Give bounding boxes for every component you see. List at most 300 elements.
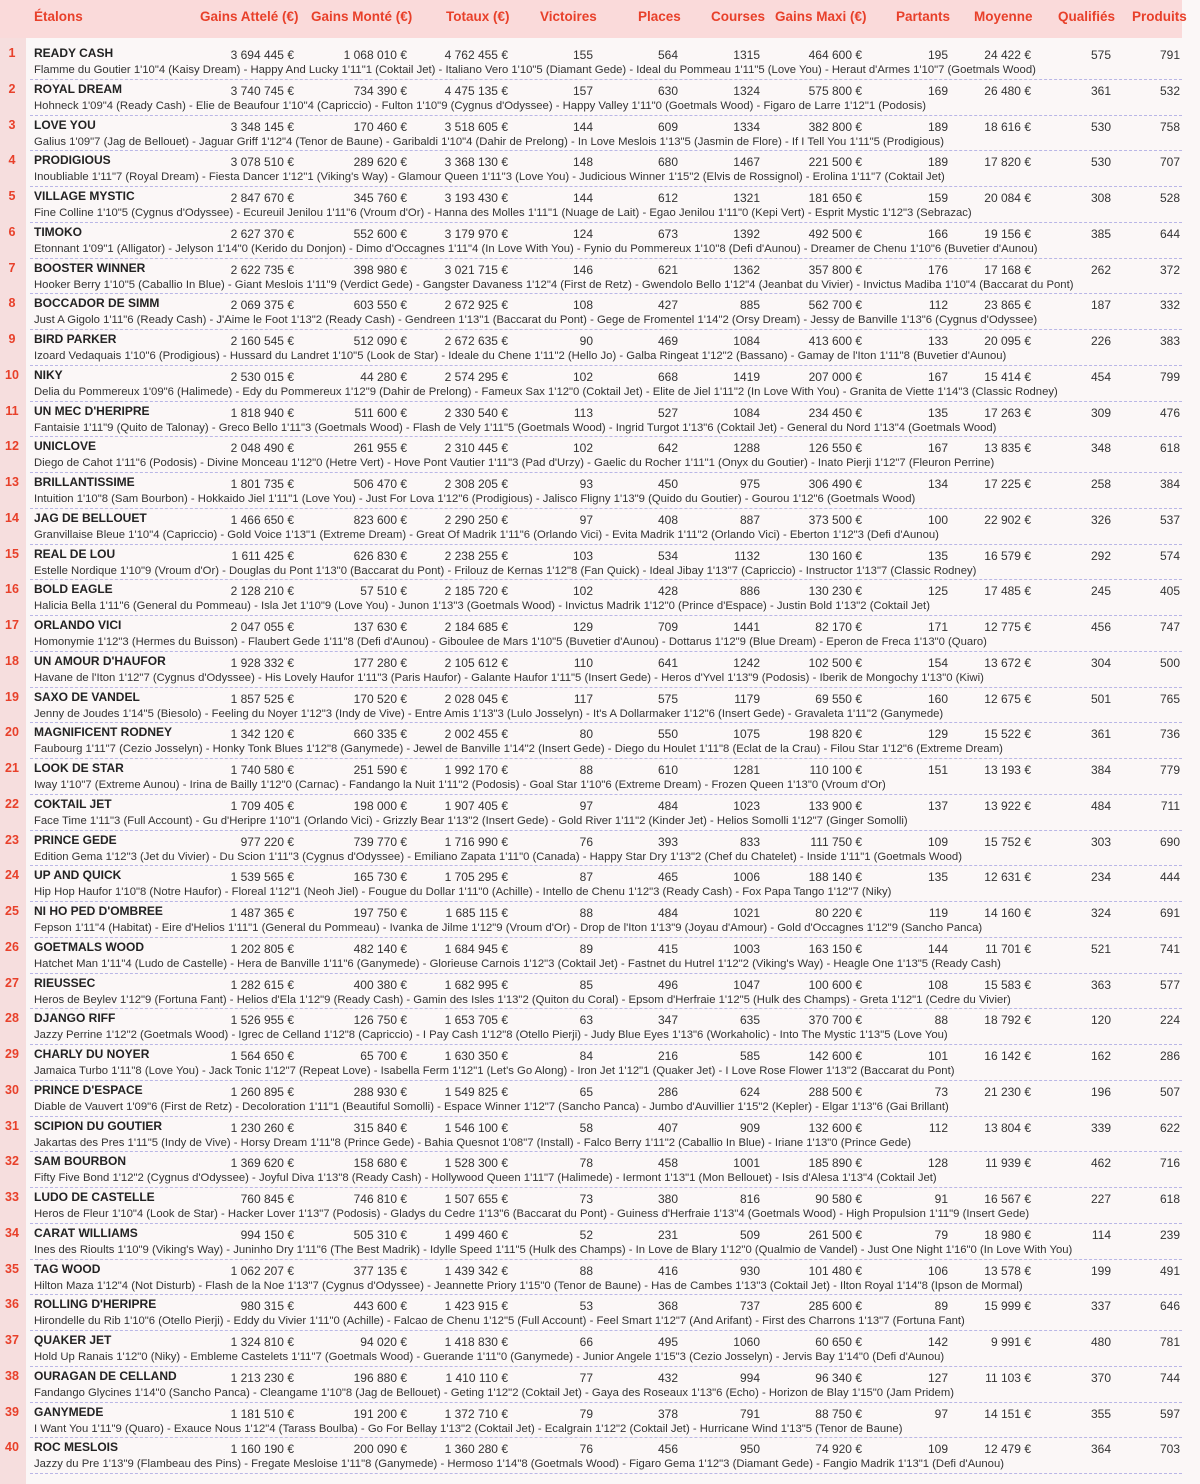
places: 673 <box>657 226 678 241</box>
partants: 195 <box>927 48 948 62</box>
header-gains-monte: Gains Monté (€) <box>311 9 413 24</box>
places: 427 <box>657 298 678 313</box>
courses: 1132 <box>734 548 760 563</box>
totaux: 2 002 455 € <box>444 727 508 742</box>
victoires: 73 <box>579 1192 593 1206</box>
places: 609 <box>657 119 678 134</box>
courses: 1392 <box>733 226 760 241</box>
partants: 108 <box>927 977 948 992</box>
gains-attele: 1 564 650 € <box>230 1049 294 1063</box>
qualifies: 303 <box>1090 834 1111 849</box>
victoires: 157 <box>572 83 593 98</box>
table-row <box>0 437 1182 473</box>
gains-maxi: 101 480 € <box>808 1263 862 1278</box>
gains-maxi: 221 500 € <box>808 155 862 170</box>
totaux: 2 238 255 € <box>444 548 508 563</box>
totaux: 1 360 280 € <box>444 1442 508 1457</box>
gains-maxi: 132 600 € <box>808 1120 862 1135</box>
partants: 169 <box>927 83 948 98</box>
produits: 618 <box>1159 1192 1180 1206</box>
gains-maxi: 492 500 € <box>808 226 862 241</box>
rank: 28 <box>5 1011 19 1026</box>
partants: 89 <box>934 1299 948 1314</box>
partants: 112 <box>928 1120 948 1135</box>
qualifies: 339 <box>1090 1120 1111 1135</box>
table-row <box>0 330 1182 366</box>
stallion-name: GOETMALS WOOD <box>34 939 144 954</box>
gains-maxi: 207 000 € <box>808 369 862 384</box>
gains-attele: 3 078 510 € <box>230 155 294 170</box>
moyenne: 11 103 € <box>985 1370 1031 1385</box>
produits: 618 <box>1159 441 1180 456</box>
gains-attele: 3 740 745 € <box>230 83 294 98</box>
gains-monte: 511 600 € <box>354 405 407 420</box>
gains-monte: 137 630 € <box>353 620 407 634</box>
courses: 1334 <box>733 119 760 134</box>
totaux: 3 021 715 € <box>444 262 508 277</box>
rank: 22 <box>5 796 19 811</box>
best-progeny: Hatchet Man 1'11"4 (Ludo de Castelle) - Hera de Banville 1'11"6 (Ganymede) - Glorieuse Carnois 1'12"3 (Coktail Jet) - Fastnet du Hutrel 1'12"2 (Viking's Way) - Heagle One 1'13"5 (Ready Cash) <box>34 957 1001 970</box>
table-row <box>0 1403 1182 1439</box>
courses: 1075 <box>733 727 760 742</box>
table-row <box>0 1152 1182 1188</box>
best-progeny: Heros de Fleur 1'10"4 (Look de Star) - Hacker Lover 1'13"7 (Podosis) - Gladys du Cedre 1'13"6 (Baccarat du Pont) - Guiness d'Herfraie 1'13"4 (Goetmals Wood) - High Propulsion 1'11"9 (Insert Gede) <box>34 1208 1030 1220</box>
gains-attele: 1 324 810 € <box>230 1335 294 1349</box>
places: 630 <box>657 83 678 98</box>
best-progeny: Inoubliable 1'11"7 (Royal Dream) - Fiesta Dancer 1'12"1 (Viking's Way) - Glamour Queen 1'11"3 (Love You) - Judicious Winner 1'15"2 (Elvis de Rossignol) - Erolina 1'11"7 (Coktail Jet) <box>34 171 945 184</box>
rank: 30 <box>5 1082 19 1097</box>
gains-maxi: 133 900 € <box>808 798 862 813</box>
gains-attele: 2 627 370 € <box>230 226 294 241</box>
header-partants: Partants <box>896 9 951 24</box>
gains-attele: 1 160 190 € <box>230 1442 294 1457</box>
gains-attele: 1 857 525 € <box>230 691 294 706</box>
totaux: 2 184 685 € <box>444 620 508 634</box>
victoires: 129 <box>572 620 593 634</box>
victoires: 76 <box>579 834 593 849</box>
totaux: 1 528 300 € <box>444 1156 508 1171</box>
best-progeny: Ines des Rioults 1'10"9 (Viking's Way) - Juninho Dry 1'11"6 (The Best Madrik) - Idylle Speed 1'11"5 (Hulk des Champs) - In Love de Blary 1'12"0 (Qualmio de Vandel) - Just One Night 1'16"0 (In Love With You) <box>34 1243 1073 1256</box>
places: 564 <box>657 48 678 62</box>
totaux: 2 672 635 € <box>444 334 508 348</box>
produits: 765 <box>1159 691 1180 706</box>
rank: 25 <box>5 904 19 918</box>
partants: 171 <box>927 620 948 634</box>
stallion-name: REAL DE LOU <box>34 546 116 561</box>
places: 432 <box>657 1370 678 1385</box>
partants: 176 <box>927 262 948 277</box>
table-row <box>0 187 1182 223</box>
moyenne: 17 820 € <box>984 155 1031 170</box>
courses: 1441 <box>733 620 760 634</box>
courses: 509 <box>739 1227 760 1242</box>
produits: 741 <box>1159 941 1180 956</box>
table-row <box>0 545 1182 581</box>
courses: 887 <box>739 512 760 527</box>
qualifies: 234 <box>1090 870 1111 885</box>
gains-monte: 512 090 € <box>353 334 407 348</box>
courses: 1362 <box>733 262 760 277</box>
rank: 4 <box>8 153 16 168</box>
victoires: 146 <box>572 262 593 277</box>
places: 465 <box>657 870 678 885</box>
totaux: 2 672 925 € <box>444 298 508 313</box>
qualifies: 355 <box>1090 1406 1111 1421</box>
moyenne: 15 999 € <box>984 1299 1031 1314</box>
best-progeny: Fantaisie 1'11"9 (Quito de Talonay) - Greco Bello 1'11"3 (Goetmals Wood) - Flash de Vely 1'11"5 (Goetmals Wood) - Ingrid Turgot 1'13"6 (Coktail Jet) - General du Nord 1'13"4 (Goetmals Wood) <box>34 421 997 434</box>
table-row <box>0 1438 1182 1474</box>
victoires: 102 <box>572 441 593 456</box>
gains-monte: 196 880 € <box>353 1370 407 1385</box>
produits: 791 <box>1159 48 1180 62</box>
courses: 816 <box>739 1192 760 1206</box>
gains-monte: 660 335 € <box>353 727 407 742</box>
moyenne: 18 792 € <box>984 1013 1031 1028</box>
moyenne: 18 616 € <box>984 119 1031 134</box>
moyenne: 15 522 € <box>984 727 1031 742</box>
places: 610 <box>657 763 678 777</box>
places: 709 <box>657 620 678 634</box>
rank: 16 <box>5 582 19 597</box>
qualifies: 120 <box>1090 1013 1111 1028</box>
produits: 528 <box>1159 191 1180 205</box>
totaux: 2 308 205 € <box>444 477 508 491</box>
produits: 224 <box>1159 1013 1180 1028</box>
totaux: 1 685 115 € <box>445 906 508 920</box>
gains-attele: 1 213 230 € <box>230 1370 294 1385</box>
rank: 13 <box>5 475 19 489</box>
gains-attele: 2 160 545 € <box>230 334 294 348</box>
best-progeny: Diego de Cahot 1'11"6 (Podosis) - Divine Monceau 1'12"0 (Hetre Vert) - Hove Pont Vautier 1'11"3 (Pad d'Urzy) - Gaelic du Rocher 1'11"1 (Onyx du Goutier) - Inato Pierji 1'12"7 (Fleuron Perrine) <box>34 457 995 470</box>
gains-maxi: 185 890 € <box>808 1156 862 1171</box>
courses: 1467 <box>733 155 760 170</box>
produits: 646 <box>1159 1299 1180 1314</box>
moyenne: 13 835 € <box>984 441 1031 456</box>
courses: 1419 <box>733 369 760 384</box>
produits: 644 <box>1159 226 1180 241</box>
gains-maxi: 562 700 € <box>808 298 862 313</box>
gains-attele: 1 709 405 € <box>230 798 294 813</box>
stallion-name: BOOSTER WINNER <box>34 260 146 275</box>
gains-monte: 191 200 € <box>353 1406 407 1421</box>
gains-monte: 251 590 € <box>353 763 407 777</box>
header-gains-maxi: Gains Maxi (€) <box>775 9 867 24</box>
produits: 690 <box>1159 834 1180 849</box>
qualifies: 292 <box>1090 548 1111 563</box>
stallion-name: TAG WOOD <box>34 1261 101 1276</box>
victoires: 97 <box>579 512 593 527</box>
places: 368 <box>657 1299 678 1314</box>
table-row <box>0 1260 1182 1296</box>
gains-monte: 197 750 € <box>353 906 407 920</box>
gains-monte: 170 520 € <box>353 691 407 706</box>
victoires: 103 <box>572 548 593 563</box>
moyenne: 15 414 € <box>984 369 1031 384</box>
table-header <box>0 0 1187 38</box>
places: 484 <box>657 906 678 920</box>
gains-attele: 3 694 445 € <box>230 48 294 62</box>
best-progeny: Just A Gigolo 1'11"6 (Ready Cash) - J'Aime le Foot 1'13"2 (Ready Cash) - Gendreen 1'13"1 (Baccarat du Pont) - Gege de Fromentel 1'14"2 (Orsy Dream) - Jessy de Banville 1'13"6 (Cygnus d'Odyssee) <box>34 314 1038 327</box>
totaux: 1 716 990 € <box>444 834 508 849</box>
produits: 491 <box>1159 1263 1180 1278</box>
gains-monte: 443 600 € <box>353 1299 407 1314</box>
moyenne: 23 865 € <box>984 298 1031 313</box>
courses: 1023 <box>733 798 760 813</box>
gains-maxi: 102 500 € <box>808 655 862 670</box>
produits: 622 <box>1159 1120 1180 1135</box>
produits: 532 <box>1159 83 1180 98</box>
stallion-name: LUDO DE CASTELLE <box>34 1190 155 1204</box>
moyenne: 26 480 € <box>984 83 1031 98</box>
produits: 577 <box>1159 977 1180 992</box>
totaux: 2 028 045 € <box>444 691 508 706</box>
gains-maxi: 90 580 € <box>815 1192 862 1206</box>
rank: 35 <box>5 1261 19 1276</box>
qualifies: 309 <box>1090 405 1111 420</box>
stallion-name: UNICLOVE <box>34 439 97 454</box>
victoires: 93 <box>579 477 593 491</box>
partants: 88 <box>934 1013 948 1028</box>
best-progeny: Etonnant 1'09"1 (Alligator) - Jelyson 1'14"0 (Kerido du Donjon) - Dimo d'Occagnes 1'11"4 (In Love With You) - Fynio du Pommereux 1'10"8 (Defi d'Aunou) - Dreamer de Chenu 1'10"6 (Buvetier d'Aunou) <box>34 242 1038 255</box>
places: 550 <box>657 727 678 742</box>
victoires: 89 <box>579 941 593 956</box>
table-row <box>0 938 1182 974</box>
gains-monte: 739 770 € <box>353 834 407 849</box>
courses: 1047 <box>733 977 760 992</box>
courses: 1003 <box>733 941 760 956</box>
gains-monte: 289 620 € <box>353 155 407 170</box>
gains-attele: 977 220 € <box>240 834 294 849</box>
gains-attele: 3 348 145 € <box>230 119 294 134</box>
victoires: 148 <box>572 155 593 170</box>
courses: 1281 <box>733 763 760 777</box>
rank: 24 <box>5 868 19 883</box>
gains-maxi: 464 600 € <box>808 48 862 62</box>
table-row <box>0 473 1182 509</box>
places: 393 <box>657 834 678 849</box>
table-row <box>0 402 1182 438</box>
victoires: 76 <box>579 1442 593 1457</box>
stallion-name: CARAT WILLIAMS <box>34 1225 138 1240</box>
table-row <box>0 294 1182 330</box>
courses: 1242 <box>733 655 760 670</box>
courses: 1001 <box>733 1156 760 1171</box>
places: 621 <box>657 262 678 277</box>
courses: 885 <box>739 298 760 313</box>
produits: 239 <box>1159 1227 1180 1242</box>
moyenne: 9 991 € <box>990 1335 1031 1349</box>
best-progeny: Hip Hop Haufor 1'10"8 (Notre Haufor) - Floreal 1'12"1 (Neoh Jiel) - Fougue du Dollar 1'11"0 (Achille) - Intello de Chenu 1'12"3 (Ready Cash) - Fox Papa Tango 1'12"7 (Niky) <box>34 886 892 899</box>
gains-monte: 482 140 € <box>353 941 407 956</box>
moyenne: 24 422 € <box>984 48 1031 62</box>
gains-monte: 261 955 € <box>353 441 407 456</box>
gains-maxi: 163 150 € <box>808 941 862 956</box>
qualifies: 501 <box>1090 691 1111 706</box>
places: 415 <box>657 941 678 956</box>
gains-monte: 345 760 € <box>353 191 407 205</box>
rank: 27 <box>5 975 19 990</box>
places: 469 <box>657 334 678 348</box>
partants: 129 <box>927 727 948 742</box>
gains-maxi: 69 550 € <box>815 691 862 706</box>
stallion-table-body <box>0 44 1182 1474</box>
produits: 744 <box>1159 1370 1180 1385</box>
partants: 112 <box>928 298 948 313</box>
stallion-name: UN AMOUR D'HAUFOR <box>34 653 166 668</box>
rank: 21 <box>5 761 19 775</box>
rank: 33 <box>5 1190 19 1204</box>
victoires: 102 <box>572 369 593 384</box>
gains-monte: 377 135 € <box>353 1263 407 1278</box>
qualifies: 187 <box>1090 298 1111 313</box>
totaux: 1 907 405 € <box>444 798 508 813</box>
qualifies: 226 <box>1090 334 1111 348</box>
rank: 18 <box>5 653 19 668</box>
victoires: 124 <box>572 226 593 241</box>
table-row <box>0 1295 1182 1331</box>
courses: 1324 <box>733 83 760 98</box>
produits: 703 <box>1159 1442 1180 1457</box>
victoires: 85 <box>579 977 593 992</box>
gains-maxi: 575 800 € <box>808 83 862 98</box>
rank: 17 <box>5 618 19 632</box>
moyenne: 14 160 € <box>984 906 1031 920</box>
victoires: 53 <box>579 1299 593 1314</box>
qualifies: 262 <box>1090 262 1111 277</box>
moyenne: 15 752 € <box>984 834 1031 849</box>
rank: 5 <box>8 189 16 203</box>
best-progeny: Fandango Glycines 1'14"0 (Sancho Panca) - Cleangame 1'10"8 (Jag de Bellouet) - Geting 1'12"2 (Coktail Jet) - Gaya des Roseaux 1'13"6 (Echo) - Horizon de Blay 1'15"0 (Jam Pridem) <box>34 1386 954 1399</box>
stallion-name: SCIPION DU GOUTIER <box>34 1118 163 1133</box>
gains-attele: 2 047 055 € <box>230 620 294 634</box>
qualifies: 363 <box>1090 977 1111 992</box>
best-progeny: Halicia Bella 1'11"6 (General du Pommeau) - Isla Jet 1'10"9 (Love You) - Junon 1'13"3 (Goetmals Wood) - Invictus Madrik 1'12"0 (Prince d'Espace) - Justin Bold 1'13"2 (Coktail Jet) <box>34 600 930 613</box>
gains-attele: 2 069 375 € <box>230 298 294 313</box>
produits: 372 <box>1159 262 1180 277</box>
table-row <box>0 1009 1182 1045</box>
gains-attele: 1 282 615 € <box>230 977 294 992</box>
best-progeny: Hohneck 1'09"4 (Ready Cash) - Elie de Beaufour 1'10"4 (Capriccio) - Fulton 1'10"9 (Cygnus d'Odyssee) - Happy Valley 1'11"0 (Goetmals Wood) - Figaro de Larre 1'12"1 (Podosis) <box>34 99 926 112</box>
gains-maxi: 96 340 € <box>815 1370 862 1385</box>
produits: 597 <box>1159 1406 1180 1421</box>
victoires: 65 <box>579 1084 593 1099</box>
qualifies: 384 <box>1090 763 1111 777</box>
moyenne: 17 225 € <box>984 477 1031 491</box>
moyenne: 17 485 € <box>984 584 1031 599</box>
victoires: 113 <box>573 405 593 420</box>
stallion-name: NI HO PED D'OMBREE <box>34 904 163 918</box>
table-row <box>0 831 1182 867</box>
courses: 930 <box>739 1263 760 1278</box>
rank: 14 <box>5 510 19 525</box>
courses: 1006 <box>733 870 760 885</box>
courses: 1315 <box>733 48 760 62</box>
qualifies: 521 <box>1090 941 1111 956</box>
stallion-name: ORLANDO VICI <box>34 618 122 632</box>
moyenne: 11 701 € <box>985 941 1031 956</box>
moyenne: 21 230 € <box>984 1084 1031 1099</box>
moyenne: 12 479 € <box>984 1442 1031 1457</box>
rank: 1 <box>8 46 16 60</box>
stallion-name: PRINCE GEDE <box>34 832 117 847</box>
courses: 1288 <box>733 441 760 456</box>
moyenne: 16 567 € <box>984 1192 1031 1206</box>
gains-attele: 1 260 895 € <box>230 1084 294 1099</box>
table-row <box>0 223 1182 259</box>
gains-maxi: 370 700 € <box>808 1013 862 1028</box>
produits: 500 <box>1159 655 1180 670</box>
table-row <box>0 1045 1182 1081</box>
moyenne: 15 583 € <box>984 977 1031 992</box>
stallion-name: SAM BOURBON <box>34 1154 126 1169</box>
partants: 133 <box>927 334 948 348</box>
table-row <box>0 509 1182 545</box>
victoires: 63 <box>579 1013 593 1028</box>
rank: 34 <box>5 1225 19 1240</box>
gains-monte: 158 680 € <box>353 1156 407 1171</box>
gains-maxi: 382 800 € <box>808 119 862 134</box>
rank: 36 <box>5 1297 19 1312</box>
totaux: 1 423 915 € <box>444 1299 508 1314</box>
gains-monte: 170 460 € <box>353 119 407 134</box>
partants: 128 <box>927 1156 948 1171</box>
totaux: 1 682 995 € <box>444 977 508 992</box>
totaux: 1 549 825 € <box>444 1084 508 1099</box>
best-progeny: Jazzy du Pre 1'13"9 (Flambeau des Pins) - Fregate Mesloise 1'11"8 (Ganymede) - Hermoso 1'14"8 (Goetmals Wood) - Figaro Gema 1'12"3 (Diamant Gede) - Fangio Madrik 1'13"1 (Defi d'Aunou) <box>34 1458 1005 1471</box>
rank: 23 <box>5 832 19 847</box>
best-progeny: Hirondelle du Rib 1'10"6 (Otello Pierji) - Eddy du Vivier 1'11"0 (Achille) - Falcao de Chenu 1'12"5 (Full Account) - Feel Smart 1'12"7 (And Arifant) - First des Charrons 1'13"7 (Fortuna Fant) <box>34 1315 965 1328</box>
gains-maxi: 110 100 € <box>809 763 862 777</box>
places: 575 <box>657 691 678 706</box>
table-row <box>0 795 1182 831</box>
gains-monte: 398 980 € <box>353 262 407 277</box>
stallion-name: CHARLY DU NOYER <box>34 1047 150 1061</box>
gains-monte: 734 390 € <box>353 83 407 98</box>
victoires: 88 <box>579 1263 593 1278</box>
best-progeny: Jakartas des Pres 1'11"5 (Indy de Vive) - Horsy Dream 1'11"8 (Prince Gede) - Bahia Quesnot 1'08"7 (Install) - Falco Berry 1'11"2 (Caballio In Blue) - Iriane 1'13"0 (Prince Gede) <box>34 1136 912 1149</box>
victoires: 66 <box>579 1335 593 1349</box>
stallion-name: BOCCADOR DE SIMM <box>34 296 160 311</box>
victoires: 144 <box>572 119 593 134</box>
table-row <box>0 1367 1182 1403</box>
partants: 135 <box>927 405 948 420</box>
rank: 20 <box>5 725 19 740</box>
rank: 40 <box>5 1440 19 1455</box>
rank: 32 <box>5 1154 19 1169</box>
courses: 1084 <box>733 405 760 420</box>
produits: 383 <box>1159 334 1180 348</box>
moyenne: 13 578 € <box>984 1263 1031 1278</box>
stallion-name: LOVE YOU <box>34 117 96 132</box>
stallion-name: BRILLANTISSIME <box>34 475 135 489</box>
gains-maxi: 306 490 € <box>808 477 862 491</box>
victoires: 87 <box>579 870 593 885</box>
totaux: 1 653 705 € <box>444 1013 508 1028</box>
best-progeny: Hooker Berry 1'10"5 (Caballio In Blue) - Giant Meslois 1'11"9 (Verdict Gede) - Gangster Davaness 1'12"4 (First de Retz) - Gwendolo Bello 1'12"4 (Jeanbat du Vivier) - Invictus Madiba 1'10"4 (Baccarat du Pont) <box>34 278 1074 291</box>
best-progeny: Diable de Vauvert 1'09"6 (First de Retz) - Decoloration 1'11"1 (Beautiful Somolli) - Espace Winner 1'12"7 (Sancho Panca) - Jumbo d'Auvillier 1'15"2 (Kepler) - Elgar 1'13"6 (Gai Brillant) <box>34 1100 949 1113</box>
gains-attele: 1 928 332 € <box>230 655 294 670</box>
qualifies: 114 <box>1091 1227 1111 1242</box>
moyenne: 18 980 € <box>984 1227 1031 1242</box>
courses: 585 <box>739 1049 760 1063</box>
produits: 507 <box>1159 1084 1180 1099</box>
stallion-name: RIEUSSEC <box>34 975 96 990</box>
places: 680 <box>657 155 678 170</box>
gains-attele: 2 847 670 € <box>230 191 294 205</box>
rank: 10 <box>5 367 19 382</box>
places: 458 <box>657 1156 678 1171</box>
qualifies: 530 <box>1090 155 1111 170</box>
